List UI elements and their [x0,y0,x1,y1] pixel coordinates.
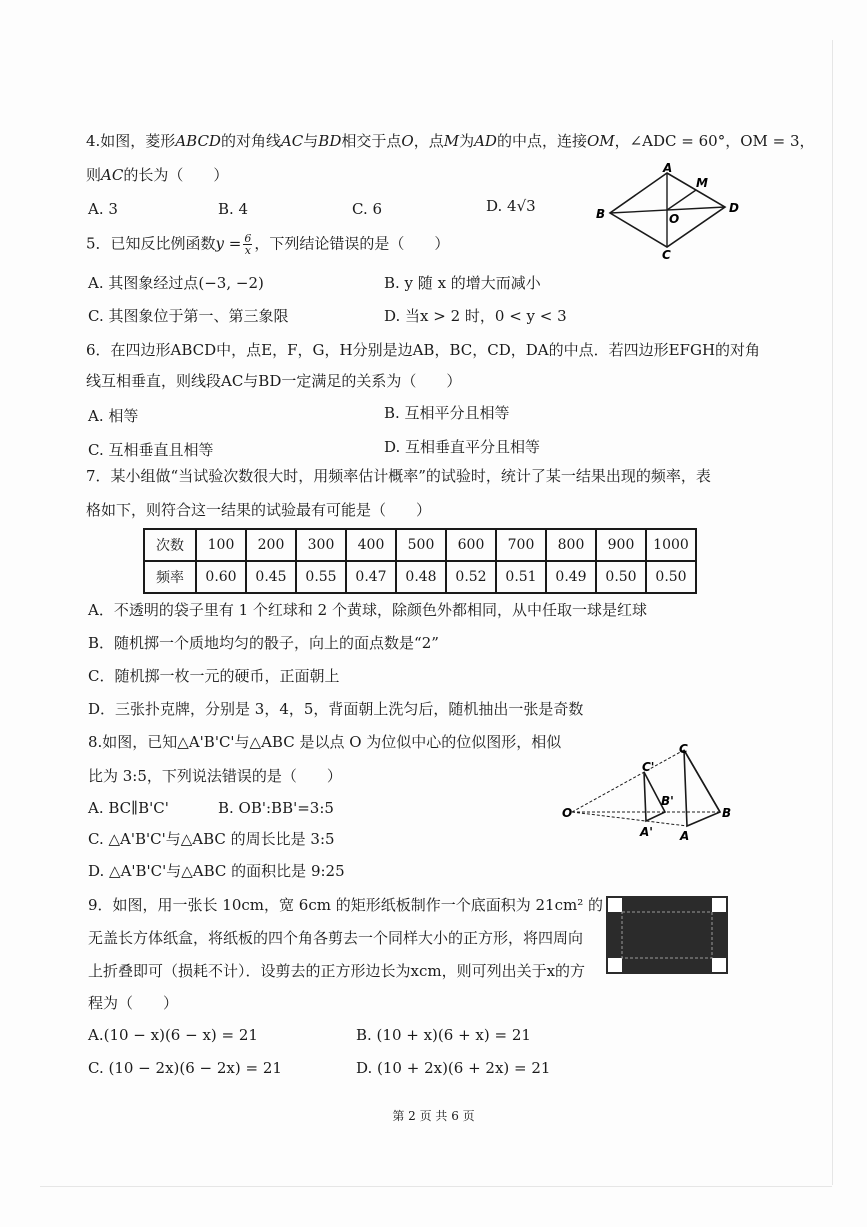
q6-option-b: B. 互相平分且相等 [384,404,510,422]
cardboard-sheet [606,896,728,974]
table-header-freq: 频率 [144,561,196,593]
q4-ad: AD [474,132,497,150]
table-cell: 800 [546,529,596,561]
label-o: O [562,806,573,820]
q5-text: 5．已知反比例函数 [86,234,216,253]
table-cell: 0.50 [596,561,646,593]
table-row-counts [144,529,696,561]
q4-stem-line1 [86,131,815,151]
q7-option-c: C．随机掷一枚一元的硬币，正面朝上 [88,667,340,685]
table-cell: 500 [396,529,446,561]
q5-frac-num: 6 [244,232,252,245]
table-cell: 0.51 [496,561,546,593]
q4-rhombus-figure [590,161,750,262]
q9-stem-line2: 无盖长方体纸盒，将纸板的四个角各剪去一个同样大小的正方形，将四周向 [88,929,584,947]
q4-text: ，点 [413,132,444,150]
q6-option-c: C. 互相垂直且相等 [88,441,214,459]
label-a: A [663,161,673,175]
q9-option-d: D. (10 + 2x)(6 + 2x) = 21 [356,1059,551,1077]
ray-oa [572,812,687,826]
table-cell: 200 [246,529,296,561]
q5-option-d: D. 当x > 2 时，0 < y < 3 [384,307,567,325]
table-cell: 0.50 [646,561,696,593]
table-cell: 0.55 [296,561,346,593]
table-cell: 0.60 [196,561,246,593]
q4-ac: AC [280,132,304,150]
q7-stem-line2: 格如下，则符合这一结果的试验最有可能是（ ） [86,501,432,519]
q7-option-d: D．三张扑克牌，分别是 3，4，5，背面朝上洗匀后，随机抽出一张是奇数 [88,700,584,718]
table-cell: 0.47 [346,561,396,593]
q4-text: ，∠ADC = 60°，OM = 3， [614,132,815,150]
triangle-abc [684,750,720,826]
label-b-prime: B' [661,794,674,808]
q9-option-a: A.(10 − x)(6 − x) = 21 [88,1026,258,1044]
q8-option-a: A. BC∥B'C' [88,799,169,817]
cut-corner-tl [608,898,622,912]
q4-option-d: D. 4√3 [486,197,536,215]
cut-corner-tr [712,898,726,912]
table-cell: 600 [446,529,496,561]
q5-text: ，下列结论错误的是（ ） [254,234,450,253]
q7-option-a: A．不透明的袋子里有 1 个红球和 2 个黄球，除颜色外都相同，从中任取一球是红球 [88,601,647,619]
q9-cardboard-figure [606,896,728,974]
q9-option-c: C. (10 − 2x)(6 − 2x) = 21 [88,1059,282,1077]
q9-stem-line1: 9．如图，用一张长 10cm，宽 6cm 的矩形纸板制作一个底面积为 21cm² 的 [88,896,603,914]
q8-stem-line1: 8.如图，已知△A'B'C'与△ABC 是以点 O 为位似中心的位似图形，相似 [88,733,562,751]
label-m: M [696,176,708,190]
label-a-prime: A' [640,825,653,839]
q7-stem-line1: 7．某小组做“当试验次数很大时，用频率估计概率”的试验时，统计了某一结果出现的频率，表 [86,467,711,485]
q4-option-c: C. 6 [352,200,383,218]
table-cell: 0.45 [246,561,296,593]
q6-option-d: D. 互相垂直平分且相等 [384,438,541,456]
table-cell: 1000 [646,529,696,561]
q4-text: 为 [459,132,475,150]
q4-text: 的长为（ ） [123,166,229,184]
table-cell: 700 [496,529,546,561]
q5-option-c: C. 其图象位于第一、第三象限 [88,307,289,325]
q8-option-b: B. OB':BB'=3:5 [218,799,334,817]
table-cell: 400 [346,529,396,561]
q4-ac: AC [101,166,124,184]
q4-option-b: B. 4 [218,200,249,218]
q5-fraction [243,233,252,256]
label-c: C [662,248,671,262]
cut-corner-br [712,958,726,972]
q4-text: 与 [303,132,319,150]
table-cell: 0.48 [396,561,446,593]
table-row-freqs [144,561,696,593]
q5-y-eq: y = [215,234,242,253]
table-cell: 900 [596,529,646,561]
q4-stem-line2 [86,165,228,185]
scan-edge-vertical [832,40,833,1185]
q8-homothety-figure [560,740,740,850]
label-c-prime: C' [642,760,655,774]
q4-text: 的对角线 [220,132,281,150]
frequency-table [143,528,697,594]
q4-text: 相交于点 [341,132,402,150]
q8-stem-line2: 比为 3:5，下列说法错误的是（ ） [88,767,342,785]
segment-om [667,190,696,210]
q4-option-a: A. 3 [88,200,118,218]
label-b: B [722,806,732,820]
table-cell: 0.52 [446,561,496,593]
q4-bd: BD [318,132,342,150]
q4-om: OM [586,132,615,150]
q5-frac-den: x [244,244,251,257]
q7-option-b: B．随机掷一个质地均匀的骰子，向上的面点数是“2” [88,634,439,652]
q6-stem-line1: 6．在四边形ABCD中，点E，F，G，H分别是边AB，BC，CD，DA的中点．若四边形EFGH的对角 [86,341,761,359]
q8-option-d: D. △A'B'C'与△ABC 的面积比是 9:25 [88,862,345,880]
label-c: C [679,742,688,756]
q5-stem [86,233,449,256]
q4-abcd: ABCD [175,132,221,150]
label-d: D [729,201,739,215]
cut-corner-bl [608,958,622,972]
q9-stem-line4: 程为（ ） [88,994,179,1012]
q4-m: M [443,132,460,150]
q4-text: 4.如图，菱形 [86,132,176,150]
table-cell: 0.49 [546,561,596,593]
q6-option-a: A. 相等 [88,407,139,425]
table-header-count: 次数 [144,529,196,561]
q5-option-a: A. 其图象经过点(−3, −2) [88,274,264,292]
scan-edge-horizontal [40,1186,832,1187]
q6-stem-line2: 线互相垂直，则线段AC与BD一定满足的关系为（ ） [86,372,462,390]
q5-option-b: B. y 随 x 的增大而减小 [384,274,541,292]
label-a: A [680,829,690,843]
q4-text: 的中点，连接 [496,132,587,150]
table-cell: 300 [296,529,346,561]
q9-option-b: B. (10 + x)(6 + x) = 21 [356,1026,531,1044]
page-footer: 第 2 页 共 6 页 [392,1109,475,1123]
label-b: B [596,207,606,221]
q9-stem-line3: 上折叠即可（损耗不计）．设剪去的正方形边长为xcm，则可列出关于x的方 [88,962,586,980]
q8-option-c: C. △A'B'C'与△ABC 的周长比是 3:5 [88,830,335,848]
label-o: O [669,212,680,226]
q4-text: 则 [86,166,102,184]
side-bc [684,750,720,812]
table-cell: 100 [196,529,246,561]
q4-o: O [401,132,414,150]
